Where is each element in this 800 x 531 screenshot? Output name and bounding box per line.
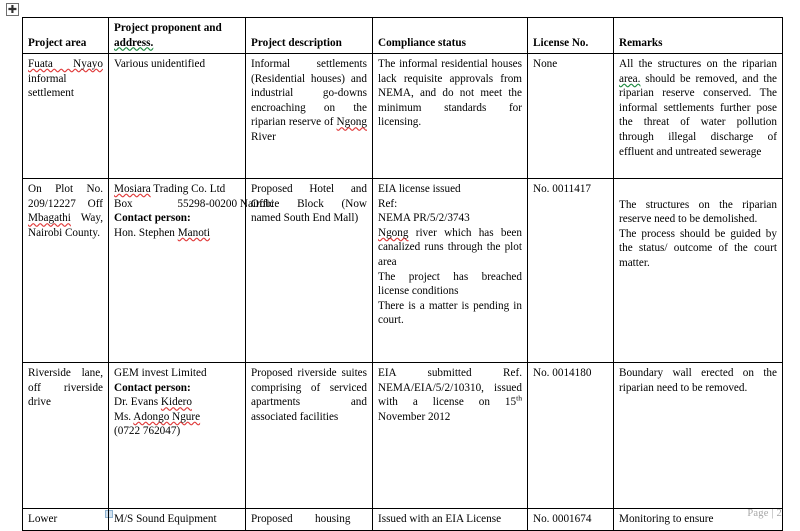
table-header-row	[23, 18, 783, 54]
remarks-pre: All the structures on the riparian	[619, 58, 777, 71]
description-text: Proposed riverside suites comprising of serviced apartments and associated facilities	[251, 367, 367, 423]
table-row	[23, 363, 783, 509]
header-proponent-line2: address.	[114, 36, 154, 49]
compliance-text: The informal residential houses lack requisite approvals from NEMA, and do not meet the minimum standards for licensing.	[378, 58, 522, 129]
remarks-post: should be removed, and the riparian reserve conserved. The informal settlements further pose the threat of water pollution through illegal discharge of effluent and untreated sewerage	[619, 72, 777, 158]
cell-project-proponent	[109, 363, 246, 509]
header-project-area: Project area	[23, 18, 109, 54]
compliance-line-2: Ref:	[378, 197, 398, 210]
table-row	[23, 179, 783, 363]
cell-compliance-status	[373, 179, 528, 363]
cell-remarks	[614, 179, 783, 363]
cell-project-area	[23, 179, 109, 363]
cell-compliance-status	[373, 54, 528, 179]
description-post: River	[251, 130, 276, 143]
proponent-contact-spellword: Manoti	[177, 226, 211, 239]
header-project-proponent	[109, 18, 246, 54]
proponent-text: M/S Sound Equipment	[114, 513, 217, 526]
proponent-contact-label: Contact person:	[114, 381, 191, 394]
remarks-paragraph-2: The process should be guided by the status/ outcome of the court matter.	[619, 227, 777, 270]
compliance-text-end: November 2012	[378, 410, 451, 423]
proponent-company: GEM invest Limited	[114, 367, 207, 380]
project-area-line1: On Plot No. 209/12227 Off	[28, 183, 103, 210]
license-text: No. 0011417	[533, 183, 592, 196]
proponent-company-spellword: Mosiara	[114, 183, 151, 196]
cell-project-proponent	[109, 54, 246, 179]
proponent-company-rest: Trading Co. Ltd	[150, 183, 226, 196]
remarks-paragraph-1: The structures on the riparian reserve need to be demolished.	[619, 198, 777, 226]
proponent-contact-2-spellword: Adongo Ngure	[133, 410, 201, 423]
header-project-description: Project description	[246, 18, 373, 54]
project-area-text: Riverside lane, off riverside drive	[28, 367, 103, 409]
proponent-box-address: Box 55298-00200 Nairobi	[114, 197, 275, 210]
compliance-line-5: The project has breached license conditions	[378, 270, 522, 298]
proponent-contact-label: Contact person:	[114, 212, 191, 225]
compliance-line-3: NEMA PR/5/2/3743	[378, 212, 470, 225]
description-spellword: Ngong	[336, 116, 367, 129]
remarks-text: Boundary wall erected on the riparian need to be removed.	[619, 367, 777, 394]
project-area-line2: Way, Nairobi County.	[28, 212, 103, 239]
header-license-no: License No.	[528, 18, 614, 54]
cell-project-area	[23, 509, 109, 531]
remarks-spellword: area.	[619, 72, 641, 85]
cell-license-no	[528, 54, 614, 179]
proponent-contact-1-spellword: Kidero	[160, 396, 192, 409]
header-compliance-status: Compliance status	[373, 18, 528, 54]
description-text: Proposed Hotel and Office Block (Now named South End Mall)	[251, 183, 367, 225]
license-text: No. 0014180	[533, 367, 592, 380]
proponent-contact-2-pre: Ms.	[114, 410, 134, 423]
table-move-handle-icon[interactable]: ✚	[7, 3, 18, 16]
compliance-text: EIA submitted Ref. NEMA/EIA/5/2/10310, issued with a license on 15	[378, 367, 522, 409]
proponent-contact-1-pre: Dr. Evans	[114, 396, 161, 409]
license-text: None	[533, 58, 558, 71]
project-area-rest: informal settlement	[28, 72, 74, 100]
cell-project-description	[246, 363, 373, 509]
proponent-contact-pre: Hon. Stephen	[114, 226, 178, 239]
project-area-text: Lower	[28, 513, 58, 526]
compliance-line-1: EIA license issued	[378, 183, 461, 196]
compliance-line-4: river which has been canalized runs through the plot area	[378, 226, 522, 268]
proponent-phone: (0722 762047)	[114, 425, 181, 438]
description-text: Proposed housing	[251, 513, 351, 526]
remarks-text: Monitoring to ensure	[619, 513, 714, 526]
page-footer: Page | 2	[747, 508, 782, 519]
license-text: No. 0001674	[533, 513, 592, 526]
cell-project-description	[246, 179, 373, 363]
cell-project-area	[23, 54, 109, 179]
proponent-text: Various unidentified	[114, 58, 206, 71]
compliance-spellword: Ngong	[378, 226, 409, 239]
cell-project-area	[23, 363, 109, 509]
cell-remarks	[614, 54, 783, 179]
project-area-spellword: Mbagathi	[28, 212, 71, 225]
cell-license-no	[528, 363, 614, 509]
compliance-line-6: There is a matter is pending in court.	[378, 299, 522, 327]
table-row	[23, 54, 783, 179]
header-remarks: Remarks	[614, 18, 783, 54]
cell-project-description	[246, 54, 373, 179]
cell-compliance-status	[373, 363, 528, 509]
compliance-ordinal-suffix: th	[516, 393, 522, 403]
compliance-text: Issued with an EIA License	[378, 513, 502, 526]
header-proponent-line1: Project proponent and	[114, 22, 222, 34]
cell-compliance-status	[373, 509, 528, 531]
cell-license-no	[528, 179, 614, 363]
cell-project-description	[246, 509, 373, 531]
project-area-spellword: Fuata Nyayo	[28, 58, 103, 71]
cell-project-proponent	[109, 509, 246, 531]
cell-remarks	[614, 363, 783, 509]
compliance-table	[22, 17, 783, 531]
cell-project-proponent	[109, 179, 275, 363]
description-pre: Informal settlements (Residential houses) and industrial go-downs encroaching on the riparian reserve of	[251, 58, 367, 129]
